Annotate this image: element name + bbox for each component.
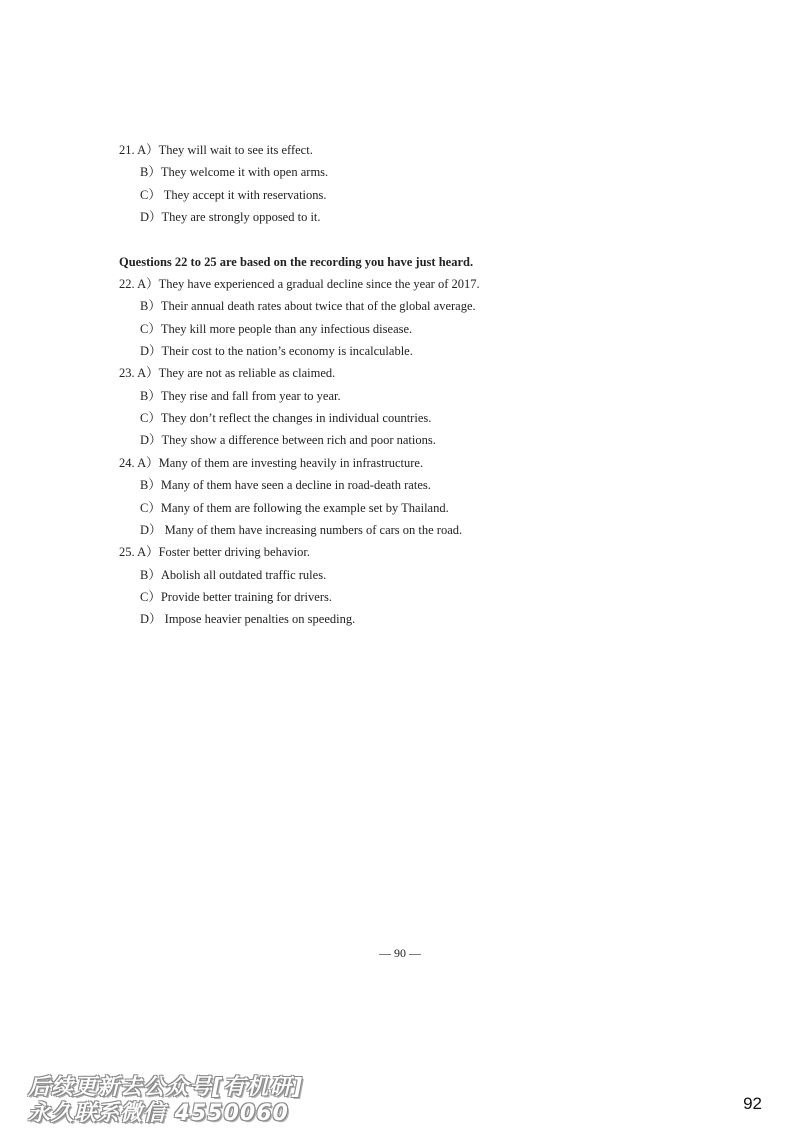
question-21-option-c: C） They accept it with reservations.	[140, 188, 327, 202]
question-22-option-d: D）Their cost to the nation’s economy is incalculable.	[140, 344, 413, 358]
question-number: 23.	[119, 366, 135, 380]
question-21-option-d: D）They are strongly opposed to it.	[140, 210, 321, 224]
question-23-option-a	[119, 365, 335, 381]
option-text: A）They are not as reliable as claimed.	[137, 366, 336, 380]
scan-page-number: 92	[743, 1094, 762, 1113]
question-number: 25.	[119, 545, 135, 559]
watermark-line-1: 后续更新去公众号[有机研]	[28, 1075, 304, 1100]
page-number: — 90 —	[379, 946, 421, 960]
question-23-option-d: D）They show a difference between rich and poor nations.	[140, 433, 436, 447]
question-25-option-d: D） Impose heavier penalties on speeding.	[140, 612, 356, 626]
question-22-option-b: B）Their annual death rates about twice that of the global average.	[140, 299, 476, 313]
option-text: A）They will wait to see its effect.	[137, 143, 313, 157]
question-21-option-b: B）They welcome it with open arms.	[140, 165, 329, 179]
watermark-line-2: 永久联系微信 4550060	[28, 1101, 289, 1126]
option-text: A）Foster better driving behavior.	[137, 545, 310, 559]
question-24-option-c: C）Many of them are following the example set by Thailand.	[140, 501, 449, 515]
question-number: 21.	[119, 143, 135, 157]
question-22-option-c: C）They kill more people than any infectious disease.	[140, 322, 413, 336]
question-22-option-a	[119, 276, 480, 292]
question-23-option-b: B）They rise and fall from year to year.	[140, 389, 341, 403]
question-24-option-a	[119, 455, 423, 471]
option-text: A）Many of them are investing heavily in infrastructure.	[137, 456, 424, 470]
question-24-option-d: D） Many of them have increasing numbers of cars on the road.	[140, 523, 463, 537]
question-25-option-c: C）Provide better training for drivers.	[140, 590, 332, 604]
question-25-option-a	[119, 544, 310, 560]
question-number: 24.	[119, 456, 135, 470]
question-21-option-a	[119, 142, 313, 158]
question-23-option-c: C）They don’t reflect the changes in individual countries.	[140, 411, 432, 425]
question-24-option-b: B）Many of them have seen a decline in road-death rates.	[140, 478, 431, 492]
question-25-option-b: B）Abolish all outdated traffic rules.	[140, 568, 327, 582]
section-heading: Questions 22 to 25 are based on the recording you have just heard.	[119, 255, 474, 269]
question-number: 22.	[119, 277, 135, 291]
option-text: A）They have experienced a gradual decline since the year of 2017.	[137, 277, 480, 291]
